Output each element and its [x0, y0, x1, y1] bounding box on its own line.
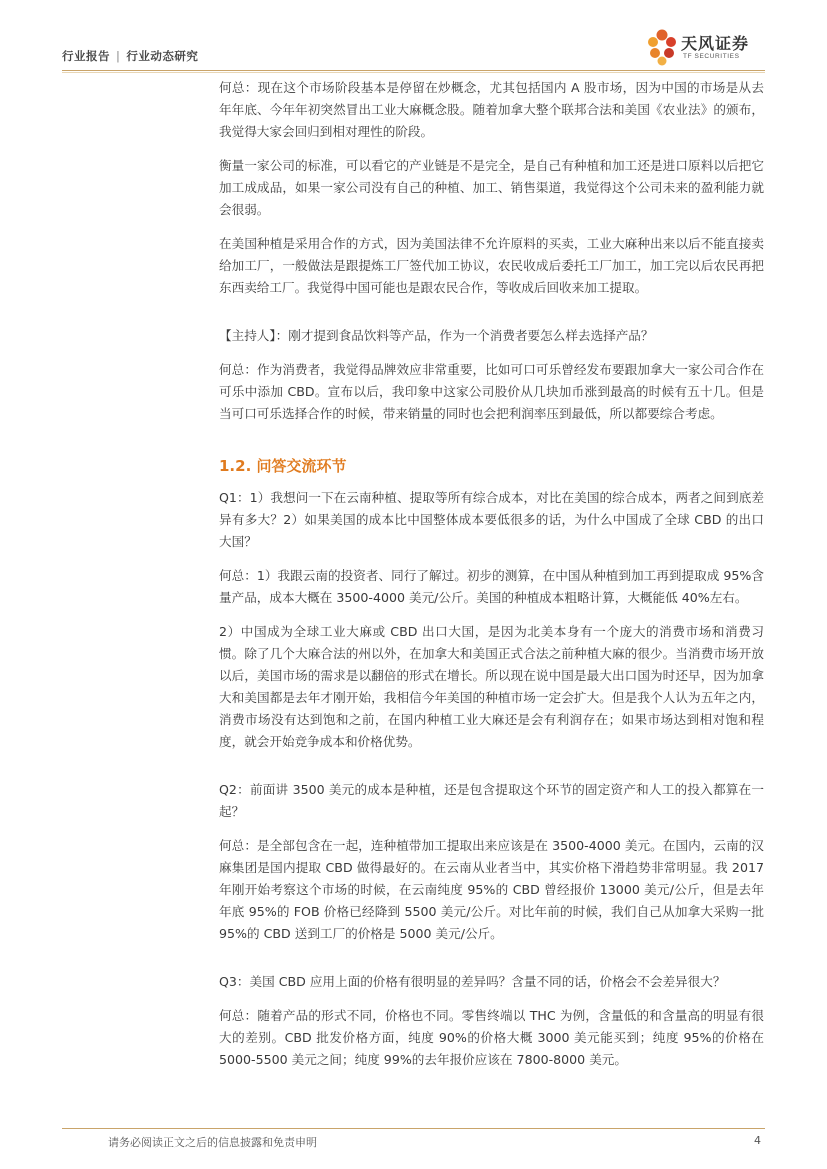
footer-disclaimer: 请务必阅读正文之后的信息披露和免责申明	[108, 1136, 317, 1149]
category-label: 行业报告	[62, 49, 110, 63]
report-body	[219, 77, 764, 1083]
report-category	[62, 48, 198, 64]
subcategory-label: 行业动态研究	[126, 49, 199, 63]
tf-securities-logo	[645, 26, 765, 70]
host-question: 【主持人】：刚才提到食品饮料等产品，作为一个消费者要怎么样去选择产品？	[219, 328, 654, 343]
answer-q3: 何总：随着产品的形式不同，价格也不同。零售终端以 THC 为例，含量低的和含量高的明显有很大的差别。CBD 批发价格方面，纯度 90%的价格大概 3000 美元能买到；纯度 95%的价格在 5000-5500 美元之间；纯度 99%的去年报价应该在 7800-8000 美元。	[219, 1008, 764, 1067]
question-q2: Q2：前面讲 3500 美元的成本是种植，还是包含提取这个环节的固定资产和人工的投入都算在一起？	[219, 782, 764, 819]
page-number: 4	[754, 1134, 761, 1147]
answer-q1-part1: 何总：1）我跟云南的投资者、同行了解过。初步的测算，在中国从种植到加工再到提取成 95%含量产品，成本大概在 3500-4000 美元/公斤。美国的种植成本粗略计算，大概能低 40%左右。	[219, 568, 764, 605]
logo-flower-icon	[645, 26, 679, 70]
answer-q2: 何总：是全部包含在一起，连种植带加工提取出来应该是在 3500-4000 美元。在国内，云南的汉麻集团是国内提取 CBD 做得最好的。在云南从业者当中，其实价格下滑趋势非常明显。我 2017 年刚开始考察这个市场的时候，在云南纯度 95%的 CBD 曾经报价 13000 美元/公斤，但是去年年底 95%的 FOB 价格已经降到 5500 美元/公斤。对比年前的时候，我们自己从加拿大采购一批 95%的 CBD 送到工厂的价格是 5000 美元/公斤。	[219, 838, 764, 941]
header-rule-secondary	[62, 72, 765, 73]
section-title: 1.2. 问答交流环节	[219, 457, 347, 475]
answer-q1-part2: 2）中国成为全球工业大麻或 CBD 出口大国，是因为北美本身有一个庞大的消费市场和消费习惯。除了几个大麻合法的州以外，在加拿大和美国正式合法之前种植大麻的很少。当消费市场开放以后，美国市场的需求是以翻倍的形式在增长。所以现在说中国是最大出口国为时还早，因为加拿大和美国都是去年才刚开始，我相信今年美国的种植市场一定会扩大。但是我个人认为五年之内，消费市场没有达到饱和之前，在国内种植工业大麻还是会有利润存在；如果市场达到相对饱和程度，就会开始竞争成本和价格优势。	[219, 624, 764, 749]
logo-english-name: TF SECURITIES	[683, 53, 740, 60]
page-header	[62, 24, 765, 70]
logo-chinese-name: 天风证券	[681, 34, 750, 53]
paragraph: 衡量一家公司的标准，可以看它的产业链是不是完全，是自己有种植和加工还是进口原料以后把它加工成成品，如果一家公司没有自己的种植、加工、销售渠道，我觉得这个公司未来的盈利能力就会很弱。	[219, 158, 764, 217]
paragraph: 何总：作为消费者，我觉得品牌效应非常重要，比如可口可乐曾经发布要跟加拿大一家公司合作在可乐中添加 CBD。宣布以后，我印象中这家公司股价从几块加币涨到最高的时候有五十几。但是当可口可乐选择合作的时候，带来销量的同时也会把利润率压到最低，所以都要综合考虑。	[219, 362, 764, 421]
paragraph: 何总：现在这个市场阶段基本是停留在炒概念，尤其包括国内 A 股市场，因为中国的市场是从去年年底、今年年初突然冒出工业大麻概念股。随着加拿大整个联邦合法和美国《农业法》的颁布，我觉得大家会回归到相对理性的阶段。	[219, 80, 764, 139]
category-separator: |	[116, 49, 121, 63]
question-q3: Q3：美国 CBD 应用上面的价格有很明显的差异吗？含量不同的话，价格会不会差异很大？	[219, 974, 726, 989]
footer-rule	[62, 1128, 765, 1129]
question-q1: Q1：1）我想问一下在云南种植、提取等所有综合成本，对比在美国的综合成本，两者之间到底差异有多大？2）如果美国的成本比中国整体成本要低很多的话，为什么中国成了全球 CBD 的出口大国？	[219, 490, 764, 549]
paragraph: 在美国种植是采用合作的方式，因为美国法律不允许原料的买卖，工业大麻种出来以后不能直接卖给加工厂，一般做法是跟提炼工厂签代加工协议，农民收成后委托工厂加工，加工完以后农民再把东西卖给工厂。我觉得中国可能也是跟农民合作，等收成后回收来加工提取。	[219, 236, 764, 295]
header-rule	[62, 70, 765, 71]
